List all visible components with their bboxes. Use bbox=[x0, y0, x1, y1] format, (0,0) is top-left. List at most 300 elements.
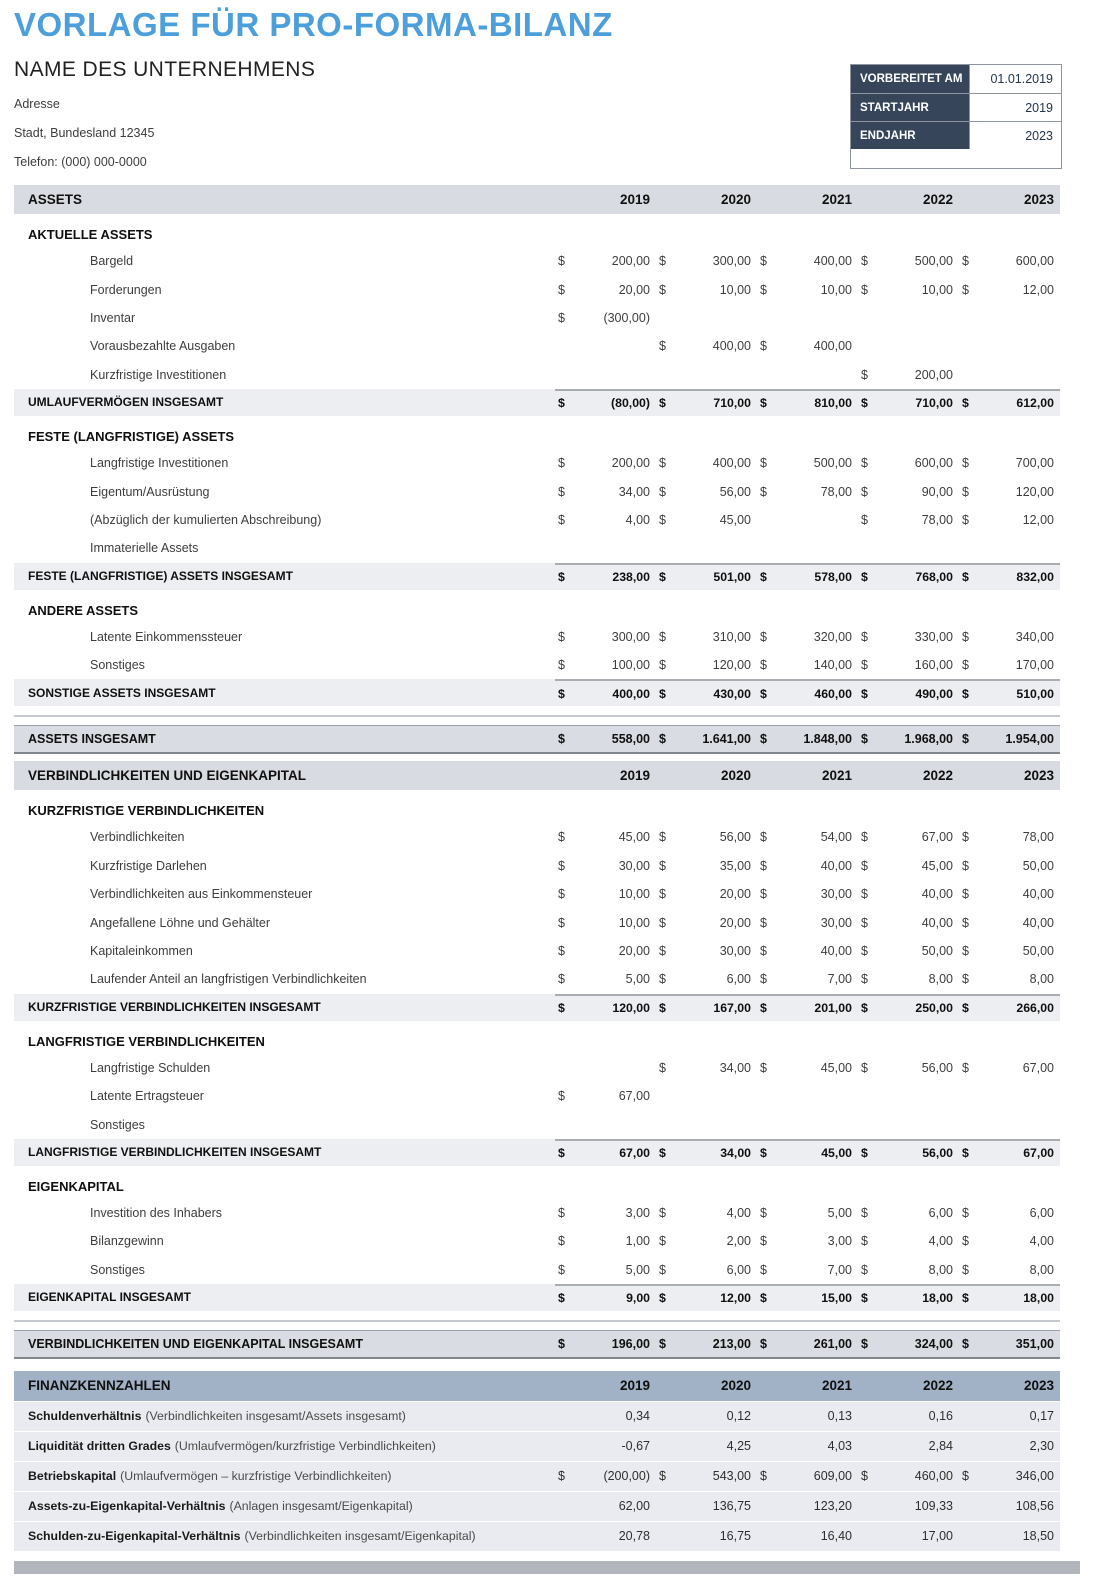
cell-value[interactable]: 3,00 bbox=[625, 1206, 650, 1220]
currency-symbol: $ bbox=[558, 1234, 565, 1249]
cell-value[interactable]: 18,00 bbox=[1023, 1291, 1054, 1306]
cell-value[interactable]: 45,00 bbox=[921, 858, 953, 873]
cell-value[interactable]: 120,00 bbox=[612, 1001, 650, 1016]
cell-value[interactable]: 300,00 bbox=[712, 254, 751, 269]
currency-symbol: $ bbox=[558, 484, 565, 499]
currency-symbol: $ bbox=[760, 1336, 767, 1351]
cell-value[interactable]: 100,00 bbox=[611, 658, 650, 673]
row-label: EIGENKAPITAL bbox=[28, 1178, 124, 1194]
currency-symbol: $ bbox=[760, 686, 767, 701]
cell-value[interactable]: 17,00 bbox=[921, 1529, 953, 1544]
cell-value[interactable]: 15,00 bbox=[821, 1291, 852, 1306]
ratio-name: Liquidität dritten Grades bbox=[28, 1439, 171, 1454]
cell-value[interactable]: 40,00 bbox=[1022, 915, 1054, 930]
assets-table bbox=[14, 185, 1060, 754]
cell-value[interactable]: 400,00 bbox=[612, 686, 650, 701]
cell-value[interactable]: 78,00 bbox=[1022, 830, 1054, 845]
cell-value[interactable]: 200,00 bbox=[611, 456, 650, 471]
currency-symbol: $ bbox=[861, 282, 868, 297]
data-row bbox=[14, 1082, 1060, 1110]
cell-value[interactable]: 6,00 bbox=[726, 1262, 751, 1277]
ratio-label bbox=[14, 1462, 555, 1491]
cell-value[interactable]: 6,00 bbox=[1029, 1206, 1054, 1220]
currency-symbol: $ bbox=[760, 456, 767, 471]
cell-value[interactable]: 109,33 bbox=[914, 1499, 953, 1514]
section-title bbox=[14, 598, 1060, 623]
cell-value[interactable]: 54,00 bbox=[820, 830, 852, 845]
cell-value[interactable]: 78,00 bbox=[921, 512, 953, 527]
cell-value[interactable]: 2,00 bbox=[726, 1234, 751, 1249]
cell-value[interactable]: 340,00 bbox=[1015, 629, 1054, 644]
cell-value[interactable]: 160,00 bbox=[914, 658, 953, 673]
cell-value[interactable]: 34,00 bbox=[719, 1060, 751, 1075]
cell-value[interactable]: 0,17 bbox=[1029, 1409, 1054, 1424]
year-headers bbox=[555, 185, 1060, 214]
year-values bbox=[555, 563, 1060, 590]
cell-value[interactable]: 543,00 bbox=[712, 1469, 751, 1484]
subtotal-row bbox=[14, 563, 1060, 590]
separator-line bbox=[14, 715, 1060, 717]
currency-symbol: $ bbox=[861, 367, 868, 382]
currency-symbol: $ bbox=[760, 732, 767, 747]
currency-symbol: $ bbox=[558, 1001, 565, 1016]
section-title bbox=[14, 222, 1060, 247]
year-values bbox=[555, 247, 1060, 275]
cell-value[interactable]: 20,00 bbox=[618, 282, 650, 297]
currency-symbol: $ bbox=[558, 1336, 565, 1351]
year-values bbox=[555, 1331, 1060, 1357]
cell-value[interactable]: 140,00 bbox=[813, 658, 852, 673]
year-values bbox=[555, 994, 1060, 1021]
cell-value[interactable]: -0,67 bbox=[621, 1439, 650, 1454]
cell-value[interactable]: 400,00 bbox=[813, 254, 852, 269]
currency-symbol: $ bbox=[962, 1291, 969, 1306]
currency-symbol: $ bbox=[962, 570, 969, 585]
cell-value[interactable]: 3,00 bbox=[827, 1234, 852, 1249]
currency-symbol: $ bbox=[558, 830, 565, 845]
cell-value[interactable]: 578,00 bbox=[814, 570, 852, 585]
cell-value[interactable]: 123,20 bbox=[813, 1499, 852, 1514]
cell-value[interactable]: 0,16 bbox=[928, 1409, 953, 1424]
currency-symbol: $ bbox=[659, 686, 666, 701]
cell-value[interactable]: 490,00 bbox=[915, 686, 953, 701]
currency-symbol: $ bbox=[760, 1291, 767, 1306]
currency-symbol: $ bbox=[659, 339, 666, 354]
data-row bbox=[14, 908, 1060, 936]
cell-value[interactable]: 213,00 bbox=[712, 1336, 751, 1351]
subtotal-row bbox=[14, 679, 1060, 706]
year-values bbox=[555, 880, 1060, 908]
cell-value[interactable]: 200,00 bbox=[914, 367, 953, 382]
cell-value[interactable]: 300,00 bbox=[611, 629, 650, 644]
row-label: KURZFRISTIGE VERBINDLICHKEITEN bbox=[28, 803, 265, 819]
row-label: UMLAUFVERMÖGEN INSGESAMT bbox=[28, 395, 224, 410]
data-row bbox=[14, 937, 1060, 965]
cell-value[interactable]: 40,00 bbox=[1022, 887, 1054, 902]
currency-symbol: $ bbox=[659, 1291, 666, 1306]
cell-value[interactable]: 7,00 bbox=[827, 1262, 852, 1277]
cell-value[interactable]: 10,00 bbox=[921, 282, 953, 297]
cell-value[interactable]: (80,00) bbox=[611, 396, 650, 411]
data-row bbox=[14, 623, 1060, 651]
year-values bbox=[555, 1082, 1060, 1110]
row-label: FESTE (LANGFRISTIGE) ASSETS INSGESAMT bbox=[28, 569, 293, 584]
cell-value[interactable]: 250,00 bbox=[915, 1001, 953, 1016]
info-value[interactable]: 01.01.2019 bbox=[969, 65, 1061, 93]
separator-line bbox=[14, 1320, 1060, 1322]
row-label: Bargeld bbox=[90, 254, 134, 269]
year-header: 2020 bbox=[720, 192, 751, 207]
cell-value[interactable]: 4,00 bbox=[726, 1206, 751, 1220]
currency-symbol: $ bbox=[861, 1146, 868, 1161]
cell-value[interactable]: 1.968,00 bbox=[904, 732, 953, 747]
cell-value[interactable]: 50,00 bbox=[921, 944, 953, 959]
row-label: EIGENKAPITAL INSGESAMT bbox=[28, 1290, 191, 1305]
cell-value[interactable]: 196,00 bbox=[611, 1336, 650, 1351]
cell-value[interactable]: 5,00 bbox=[827, 1206, 852, 1220]
currency-symbol: $ bbox=[962, 658, 969, 673]
cell-value[interactable]: 400,00 bbox=[712, 339, 751, 354]
cell-value[interactable]: 7,00 bbox=[827, 972, 852, 987]
cell-value[interactable]: 768,00 bbox=[915, 570, 953, 585]
currency-symbol: $ bbox=[962, 456, 969, 471]
cell-value[interactable]: 12,00 bbox=[720, 1291, 751, 1306]
cell-value[interactable]: 6,00 bbox=[726, 972, 751, 987]
cell-value[interactable]: 0,34 bbox=[625, 1409, 650, 1424]
cell-value[interactable]: 90,00 bbox=[921, 484, 953, 499]
data-row bbox=[14, 1054, 1060, 1082]
data-row bbox=[14, 449, 1060, 477]
cell-value[interactable]: 1.641,00 bbox=[702, 732, 751, 747]
ratio-label bbox=[14, 1492, 555, 1521]
row-label: AKTUELLE ASSETS bbox=[28, 227, 153, 242]
cell-value[interactable]: 430,00 bbox=[713, 686, 751, 701]
cell-value[interactable]: 0,12 bbox=[726, 1409, 751, 1424]
cell-value[interactable]: 20,00 bbox=[719, 887, 751, 902]
data-row bbox=[14, 477, 1060, 505]
cell-value[interactable]: 170,00 bbox=[1015, 658, 1054, 673]
currency-symbol: $ bbox=[558, 629, 565, 644]
info-label: ENDJAHR bbox=[851, 122, 969, 149]
cell-value[interactable]: (200,00) bbox=[603, 1469, 650, 1484]
year-headers bbox=[555, 1371, 1060, 1401]
currency-symbol: $ bbox=[760, 944, 767, 959]
cell-value[interactable]: 10,00 bbox=[618, 887, 650, 902]
cell-value[interactable]: 40,00 bbox=[820, 858, 852, 873]
cell-value[interactable]: 18,00 bbox=[922, 1291, 953, 1306]
cell-value[interactable]: 600,00 bbox=[1015, 254, 1054, 269]
cell-value[interactable]: 400,00 bbox=[813, 339, 852, 354]
currency-symbol: $ bbox=[659, 732, 666, 747]
cell-value[interactable]: 238,00 bbox=[612, 570, 650, 585]
cell-value[interactable]: 501,00 bbox=[713, 570, 751, 585]
cell-value[interactable]: 67,00 bbox=[921, 830, 953, 845]
currency-symbol: $ bbox=[659, 944, 666, 959]
cell-value[interactable]: 67,00 bbox=[618, 1089, 650, 1104]
row-label: Sonstiges bbox=[90, 658, 145, 673]
company-phone: Telefon: (000) 000-0000 bbox=[14, 155, 147, 169]
ratio-label bbox=[14, 1432, 555, 1461]
currency-symbol: $ bbox=[558, 1089, 565, 1104]
cell-value[interactable]: 320,00 bbox=[813, 629, 852, 644]
cell-value[interactable]: 324,00 bbox=[914, 1336, 953, 1351]
currency-symbol: $ bbox=[659, 396, 666, 411]
year-header: 2022 bbox=[922, 768, 953, 784]
currency-symbol: $ bbox=[659, 1469, 666, 1484]
cell-value[interactable]: 40,00 bbox=[820, 944, 852, 959]
cell-value[interactable]: 8,00 bbox=[1029, 1262, 1054, 1277]
data-row bbox=[14, 1199, 1060, 1227]
cell-value[interactable]: 9,00 bbox=[626, 1291, 650, 1306]
cell-value[interactable]: 6,00 bbox=[928, 1206, 953, 1220]
cell-value[interactable]: 50,00 bbox=[1022, 944, 1054, 959]
currency-symbol: $ bbox=[558, 1469, 565, 1484]
currency-symbol: $ bbox=[962, 972, 969, 987]
currency-symbol: $ bbox=[861, 512, 868, 527]
currency-symbol: $ bbox=[760, 858, 767, 873]
cell-value[interactable]: 56,00 bbox=[921, 1060, 953, 1075]
cell-value[interactable]: 330,00 bbox=[914, 629, 953, 644]
cell-value[interactable]: 700,00 bbox=[1015, 456, 1054, 471]
currency-symbol: $ bbox=[962, 830, 969, 845]
cell-value[interactable]: 266,00 bbox=[1016, 1001, 1054, 1016]
row-label: Verbindlichkeiten bbox=[90, 830, 185, 845]
cell-value[interactable]: 4,00 bbox=[1029, 1234, 1054, 1249]
year-header: 2023 bbox=[1023, 768, 1054, 784]
year-header: 2019 bbox=[619, 192, 650, 207]
currency-symbol: $ bbox=[861, 830, 868, 845]
year-values bbox=[555, 1432, 1060, 1461]
ratio-row bbox=[14, 1401, 1060, 1431]
cell-value[interactable]: 2,30 bbox=[1029, 1439, 1054, 1454]
cell-value[interactable]: 56,00 bbox=[719, 830, 751, 845]
cell-value[interactable]: 261,00 bbox=[813, 1336, 852, 1351]
currency-symbol: $ bbox=[861, 456, 868, 471]
row-label: ANDERE ASSETS bbox=[28, 602, 139, 618]
currency-symbol: $ bbox=[760, 915, 767, 930]
currency-symbol: $ bbox=[659, 1001, 666, 1016]
cell-value[interactable]: 20,00 bbox=[719, 915, 751, 930]
cell-value[interactable]: 34,00 bbox=[618, 484, 650, 499]
cell-value[interactable]: 30,00 bbox=[820, 887, 852, 902]
cell-value[interactable]: 67,00 bbox=[619, 1146, 650, 1161]
currency-symbol: $ bbox=[760, 1206, 767, 1220]
cell-value[interactable]: 35,00 bbox=[719, 858, 751, 873]
cell-value[interactable]: 40,00 bbox=[921, 887, 953, 902]
currency-symbol: $ bbox=[760, 484, 767, 499]
cell-value[interactable]: 4,25 bbox=[726, 1439, 751, 1454]
cell-value[interactable]: 1,00 bbox=[625, 1234, 650, 1249]
financial-ratios-table bbox=[14, 1371, 1060, 1551]
currency-symbol: $ bbox=[760, 1146, 767, 1161]
data-row bbox=[14, 506, 1060, 534]
cell-value[interactable]: 8,00 bbox=[928, 1262, 953, 1277]
cell-value[interactable]: 832,00 bbox=[1016, 570, 1054, 585]
data-row bbox=[14, 247, 1060, 275]
cell-value[interactable]: 400,00 bbox=[712, 456, 751, 471]
currency-symbol: $ bbox=[760, 254, 767, 269]
year-headers bbox=[555, 761, 1060, 790]
cell-value[interactable]: 120,00 bbox=[1015, 484, 1054, 499]
row-label: FINANZKENNZAHLEN bbox=[28, 1378, 171, 1394]
cell-value[interactable]: 5,00 bbox=[625, 1262, 650, 1277]
cell-value[interactable]: 10,00 bbox=[719, 282, 751, 297]
year-values bbox=[555, 1284, 1060, 1311]
currency-symbol: $ bbox=[962, 396, 969, 411]
ratio-name: Schuldenverhältnis bbox=[28, 1409, 142, 1424]
grand-total-row bbox=[14, 1330, 1060, 1359]
company-info bbox=[14, 58, 315, 169]
cell-value[interactable]: 12,00 bbox=[1022, 282, 1054, 297]
currency-symbol: $ bbox=[861, 570, 868, 585]
ratio-row bbox=[14, 1491, 1060, 1521]
currency-symbol: $ bbox=[962, 1262, 969, 1277]
ratio-name: Betriebskapital bbox=[28, 1469, 117, 1484]
cell-value[interactable]: 56,00 bbox=[719, 484, 751, 499]
info-value[interactable]: 2023 bbox=[969, 122, 1061, 149]
year-values bbox=[555, 304, 1060, 332]
currency-symbol: $ bbox=[861, 484, 868, 499]
cell-value[interactable]: 20,78 bbox=[618, 1529, 650, 1544]
cell-value[interactable]: 351,00 bbox=[1015, 1336, 1054, 1351]
grand-total-row bbox=[14, 725, 1060, 754]
cell-value[interactable]: 810,00 bbox=[814, 396, 852, 411]
prepared-dates-box bbox=[850, 64, 1062, 169]
row-label: Verbindlichkeiten aus Einkommensteuer bbox=[90, 887, 313, 902]
currency-symbol: $ bbox=[558, 1146, 565, 1161]
cell-value[interactable]: 34,00 bbox=[720, 1146, 751, 1161]
currency-symbol: $ bbox=[760, 1262, 767, 1277]
currency-symbol: $ bbox=[861, 1336, 868, 1351]
currency-symbol: $ bbox=[861, 1262, 868, 1277]
row-label: Kapitaleinkommen bbox=[90, 944, 193, 959]
year-values bbox=[555, 651, 1060, 679]
currency-symbol: $ bbox=[558, 1291, 565, 1306]
cell-value[interactable]: 16,75 bbox=[719, 1529, 751, 1544]
cell-value[interactable]: 310,00 bbox=[712, 629, 751, 644]
cell-value[interactable]: 710,00 bbox=[713, 396, 751, 411]
cell-value[interactable]: 1.954,00 bbox=[1005, 732, 1054, 747]
currency-symbol: $ bbox=[760, 972, 767, 987]
cell-value[interactable]: 8,00 bbox=[1029, 972, 1054, 987]
cell-value[interactable]: 460,00 bbox=[814, 686, 852, 701]
cell-value[interactable]: 609,00 bbox=[813, 1469, 852, 1484]
row-label: Latente Einkommenssteuer bbox=[90, 629, 243, 644]
info-value[interactable]: 2019 bbox=[969, 94, 1061, 121]
currency-symbol: $ bbox=[962, 887, 969, 902]
cell-value[interactable]: 10,00 bbox=[820, 282, 852, 297]
year-header: 2019 bbox=[619, 768, 650, 784]
cell-value[interactable]: 4,00 bbox=[928, 1234, 953, 1249]
table-header-row bbox=[14, 761, 1060, 790]
cell-value[interactable]: 167,00 bbox=[713, 1001, 751, 1016]
cell-value[interactable]: 2,84 bbox=[928, 1439, 953, 1454]
currency-symbol: $ bbox=[558, 1206, 565, 1220]
cell-value[interactable]: 4,03 bbox=[827, 1439, 852, 1454]
currency-symbol: $ bbox=[760, 658, 767, 673]
row-label: (Abzüglich der kumulierten Abschreibung) bbox=[90, 512, 322, 527]
cell-value[interactable]: 45,00 bbox=[820, 1060, 852, 1075]
cell-value[interactable]: 30,00 bbox=[719, 944, 751, 959]
section-title bbox=[14, 1174, 1060, 1199]
cell-value[interactable]: 600,00 bbox=[914, 456, 953, 471]
cell-value[interactable]: 460,00 bbox=[914, 1469, 953, 1484]
cell-value[interactable]: 108,56 bbox=[1015, 1499, 1054, 1514]
cell-value[interactable]: 612,00 bbox=[1016, 396, 1054, 411]
cell-value[interactable]: 78,00 bbox=[820, 484, 852, 499]
cell-value[interactable]: 200,00 bbox=[611, 254, 650, 269]
cell-value[interactable]: 40,00 bbox=[921, 915, 953, 930]
cell-value[interactable]: 67,00 bbox=[1023, 1146, 1054, 1161]
table-header-row bbox=[14, 185, 1060, 214]
cell-value[interactable]: 710,00 bbox=[915, 396, 953, 411]
ratio-label bbox=[14, 1522, 555, 1551]
cell-value[interactable]: 510,00 bbox=[1016, 686, 1054, 701]
cell-value[interactable]: 201,00 bbox=[814, 1001, 852, 1016]
cell-value[interactable]: 12,00 bbox=[1022, 512, 1054, 527]
year-header: 2022 bbox=[922, 192, 953, 207]
currency-symbol: $ bbox=[962, 629, 969, 644]
cell-value[interactable]: 30,00 bbox=[820, 915, 852, 930]
year-header: 2021 bbox=[821, 768, 852, 784]
currency-symbol: $ bbox=[962, 282, 969, 297]
currency-symbol: $ bbox=[659, 1146, 666, 1161]
company-address: Adresse bbox=[14, 97, 60, 111]
row-label: LANGFRISTIGE VERBINDLICHKEITEN INSGESAMT bbox=[28, 1145, 322, 1160]
cell-value[interactable]: (300,00) bbox=[603, 310, 650, 325]
cell-value[interactable]: 5,00 bbox=[625, 972, 650, 987]
cell-value[interactable]: 558,00 bbox=[611, 732, 650, 747]
cell-value[interactable]: 0,13 bbox=[827, 1409, 852, 1424]
cell-value[interactable]: 45,00 bbox=[821, 1146, 852, 1161]
cell-value[interactable]: 500,00 bbox=[914, 254, 953, 269]
year-header: 2021 bbox=[821, 1378, 852, 1394]
info-label: STARTJAHR bbox=[851, 94, 969, 121]
cell-value[interactable]: 346,00 bbox=[1015, 1469, 1054, 1484]
cell-value[interactable]: 10,00 bbox=[618, 915, 650, 930]
currency-symbol: $ bbox=[861, 396, 868, 411]
cell-value[interactable]: 20,00 bbox=[618, 944, 650, 959]
company-city: Stadt, Bundesland 12345 bbox=[14, 126, 155, 140]
year-values bbox=[555, 332, 1060, 360]
year-values bbox=[555, 726, 1060, 752]
cell-value[interactable]: 120,00 bbox=[712, 658, 751, 673]
row-label: Langfristige Schulden bbox=[90, 1060, 211, 1075]
currency-symbol: $ bbox=[659, 1336, 666, 1351]
cell-value[interactable]: 136,75 bbox=[712, 1499, 751, 1514]
cell-value[interactable]: 18,50 bbox=[1022, 1529, 1054, 1544]
cell-value[interactable]: 56,00 bbox=[922, 1146, 953, 1161]
cell-value[interactable]: 1.848,00 bbox=[803, 732, 852, 747]
year-header: 2020 bbox=[720, 1378, 751, 1394]
cell-value[interactable]: 8,00 bbox=[928, 972, 953, 987]
cell-value[interactable]: 62,00 bbox=[618, 1499, 650, 1514]
cell-value[interactable]: 50,00 bbox=[1022, 858, 1054, 873]
company-name: NAME DES UNTERNEHMENS bbox=[14, 58, 316, 81]
currency-symbol: $ bbox=[558, 512, 565, 527]
currency-symbol: $ bbox=[659, 282, 666, 297]
cell-value[interactable]: 30,00 bbox=[618, 858, 650, 873]
cell-value[interactable]: 4,00 bbox=[625, 512, 650, 527]
currency-symbol: $ bbox=[659, 887, 666, 902]
cell-value[interactable]: 16,40 bbox=[820, 1529, 852, 1544]
cell-value[interactable]: 500,00 bbox=[813, 456, 852, 471]
cell-value[interactable]: 45,00 bbox=[719, 512, 751, 527]
cell-value[interactable]: 67,00 bbox=[1022, 1060, 1054, 1075]
ratio-row bbox=[14, 1521, 1060, 1551]
currency-symbol: $ bbox=[861, 1206, 868, 1220]
cell-value[interactable]: 45,00 bbox=[618, 830, 650, 845]
